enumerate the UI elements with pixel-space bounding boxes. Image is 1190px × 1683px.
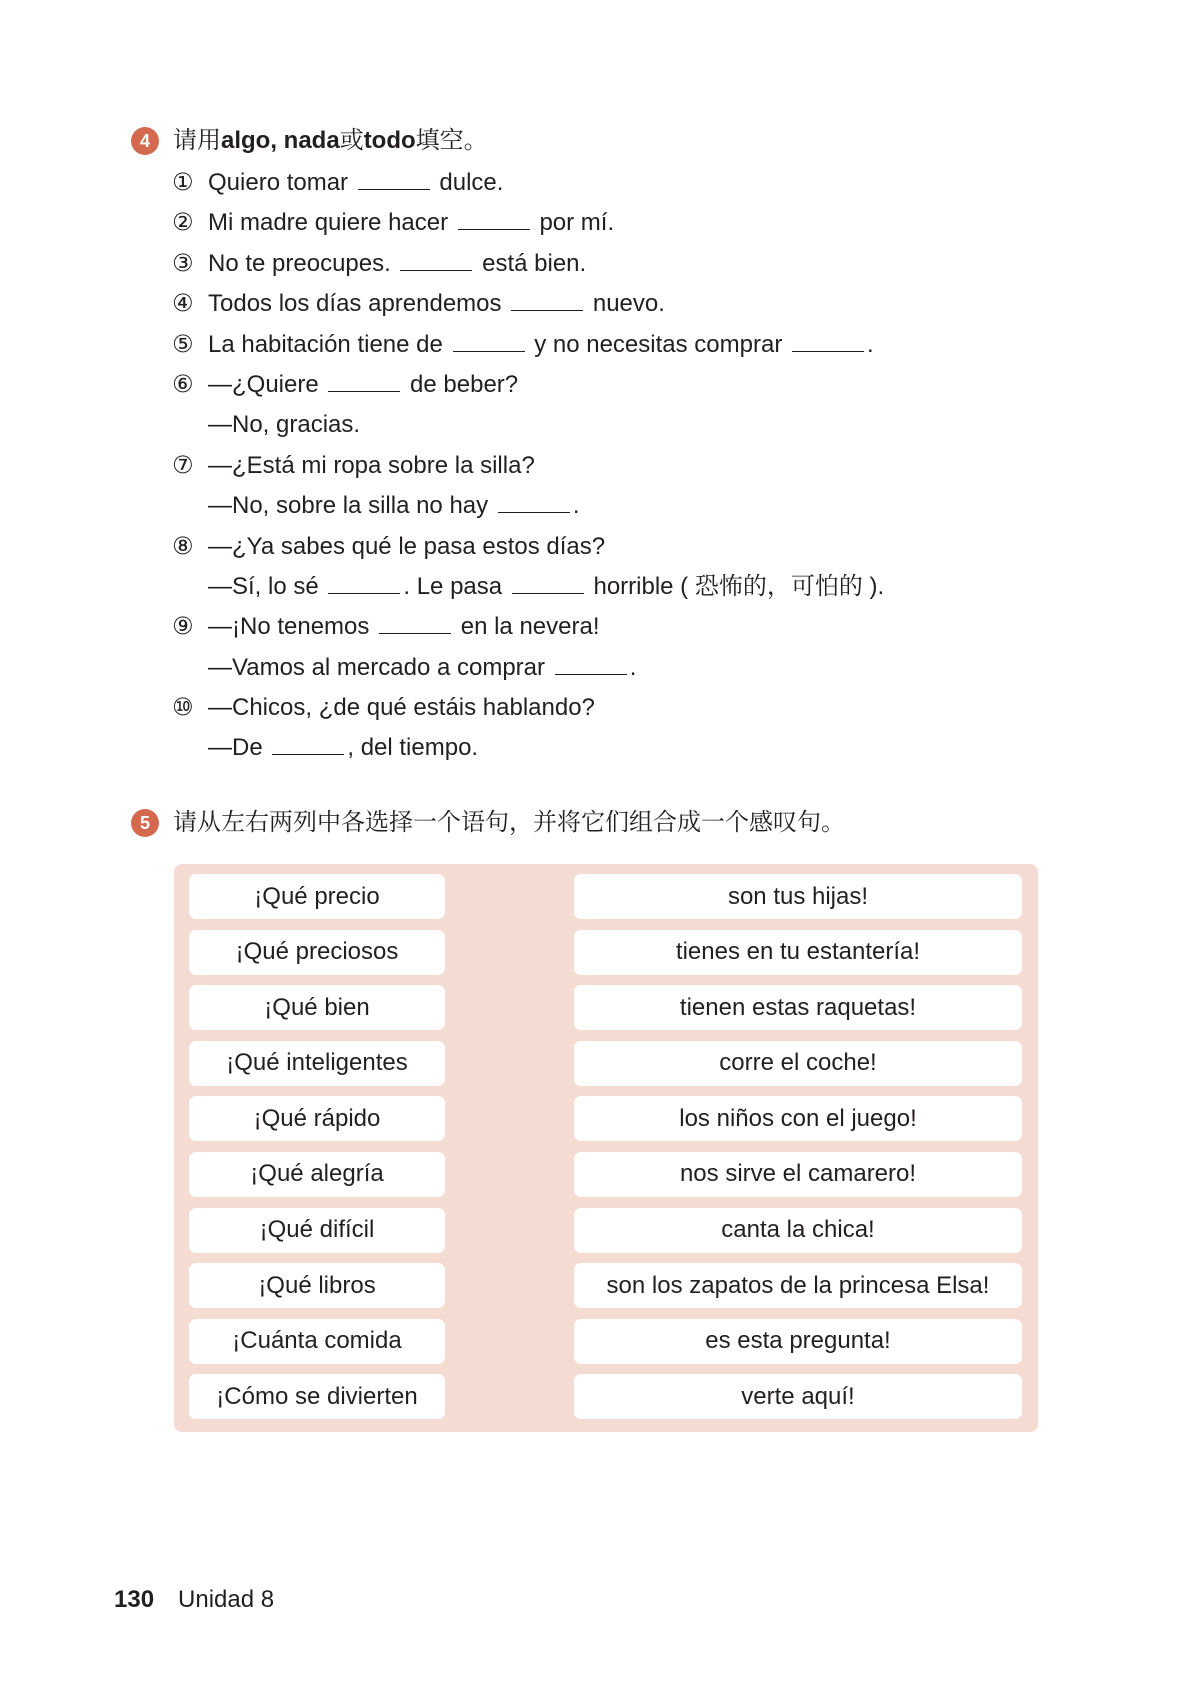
section-5-badge: 5 xyxy=(131,809,159,837)
exercise-text xyxy=(208,203,614,243)
exercise-number: ① xyxy=(172,169,194,196)
exercise-fragment: en la nevera! xyxy=(454,613,600,641)
exercise-text xyxy=(208,244,586,284)
right-phrase-box[interactable]: es esta pregunta! xyxy=(574,1319,1022,1364)
exercise-fragment: , del tiempo. xyxy=(347,734,479,762)
exercise-indent xyxy=(172,486,208,526)
page-number: 130 xyxy=(114,1586,155,1613)
left-phrase-box[interactable]: ¡Qué inteligentes xyxy=(189,1041,445,1086)
exercise-line xyxy=(172,688,884,728)
answer-blank[interactable] xyxy=(400,248,472,271)
exercise-fragment: nuevo. xyxy=(586,290,665,318)
unit-label: Unidad 8 xyxy=(178,1586,275,1613)
answer-blank[interactable] xyxy=(328,369,400,392)
exercise-fragment: La habitación tiene de xyxy=(208,330,450,358)
answer-blank[interactable] xyxy=(511,288,583,311)
exercise-text xyxy=(208,527,605,567)
matching-panel xyxy=(174,864,1038,1432)
section-4-heading xyxy=(131,126,488,156)
left-phrase-box[interactable]: ¡Cómo se divierten xyxy=(189,1374,445,1419)
answer-blank[interactable] xyxy=(792,329,864,352)
exercise-number: ④ xyxy=(172,290,194,318)
answer-blank[interactable] xyxy=(555,652,627,675)
left-phrase-box[interactable]: ¡Qué difícil xyxy=(189,1208,445,1253)
exercise-number: ⑤ xyxy=(172,330,194,358)
exercise-number: ⑨ xyxy=(172,613,194,641)
exercise-line xyxy=(172,163,884,203)
exercise-line xyxy=(172,446,884,486)
answer-blank[interactable] xyxy=(272,732,344,755)
exercise-text xyxy=(208,325,874,365)
exercise-fragment: —Vamos al mercado a comprar xyxy=(208,653,552,681)
exercise-text xyxy=(208,607,600,647)
exercise-text xyxy=(208,163,503,203)
right-phrase-box[interactable]: son tus hijas! xyxy=(574,874,1022,919)
exercise-fragment: . xyxy=(629,653,637,681)
exercise-indent xyxy=(172,405,208,445)
exercise-text xyxy=(208,446,535,486)
exercise-fragment: y no necesitas comprar xyxy=(527,330,789,358)
exercise-line xyxy=(172,365,884,405)
right-phrase-box[interactable]: nos sirve el camarero! xyxy=(574,1152,1022,1197)
left-phrase-box[interactable]: ¡Qué libros xyxy=(189,1263,445,1308)
exercise-number: ⑧ xyxy=(172,532,194,560)
exercise-text xyxy=(208,688,595,728)
exercise-fragment: —No, sobre la silla no hay xyxy=(208,492,495,520)
section-5-title: 请从左右两列中各选择一个语句，并将它们组合成一个感叹句。 xyxy=(173,809,845,836)
exercise-fragment: horrible ( 恐怖的，可怕的 ). xyxy=(586,572,885,600)
exercise-text xyxy=(208,365,518,405)
exercise-fragment: . xyxy=(572,492,580,520)
left-phrase-box[interactable]: ¡Qué preciosos xyxy=(189,930,445,975)
exercise-line xyxy=(172,527,884,567)
exercise-fragment: . xyxy=(866,330,874,358)
exercise-line xyxy=(172,728,884,768)
exercise-number: ② xyxy=(172,209,194,237)
answer-blank[interactable] xyxy=(453,329,525,352)
exercise-line xyxy=(172,567,884,607)
answer-blank[interactable] xyxy=(379,611,451,634)
exercise-line xyxy=(172,648,884,688)
left-column xyxy=(189,874,445,1430)
exercise-line xyxy=(172,244,884,284)
exercise-number: ⑦ xyxy=(172,451,194,479)
exercise-line xyxy=(172,284,884,324)
exercise-number: ⑥ xyxy=(172,370,194,398)
exercise-indent xyxy=(172,567,208,607)
exercise-line xyxy=(172,405,884,445)
section-4-title: 请用algo, nada或todo填空。 xyxy=(173,127,488,154)
section-4-badge: 4 xyxy=(131,127,159,155)
exercise-number: ⑩ xyxy=(172,694,194,722)
right-column xyxy=(574,874,1022,1430)
exercise-fragment: —¡No tenemos xyxy=(208,613,377,641)
exercise-list xyxy=(172,163,884,769)
answer-blank[interactable] xyxy=(328,571,400,594)
exercise-fragment: dulce. xyxy=(432,169,504,196)
exercise-line xyxy=(172,607,884,647)
right-phrase-box[interactable]: tienes en tu estantería! xyxy=(574,930,1022,975)
right-phrase-box[interactable]: tienen estas raquetas! xyxy=(574,985,1022,1030)
exercise-text xyxy=(208,728,478,768)
right-phrase-box[interactable]: son los zapatos de la princesa Elsa! xyxy=(574,1263,1022,1308)
answer-blank[interactable] xyxy=(512,571,584,594)
left-phrase-box[interactable]: ¡Qué bien xyxy=(189,985,445,1030)
exercise-fragment: —No, gracias. xyxy=(208,411,361,439)
exercise-fragment: está bien. xyxy=(475,249,587,277)
exercise-fragment: —¿Quiere xyxy=(208,370,326,398)
exercise-text xyxy=(208,284,665,324)
answer-blank[interactable] xyxy=(358,167,430,190)
exercise-fragment: de beber? xyxy=(403,370,519,398)
exercise-fragment: Todos los días aprendemos xyxy=(208,290,509,318)
exercise-fragment: No te preocupes. xyxy=(208,249,398,277)
exercise-line xyxy=(172,203,884,243)
exercise-fragment: Quiero tomar xyxy=(208,169,355,196)
exercise-fragment: —¿Está mi ropa sobre la silla? xyxy=(208,451,535,479)
exercise-line xyxy=(172,325,884,365)
answer-blank[interactable] xyxy=(458,207,530,230)
exercise-text xyxy=(208,648,636,688)
exercise-fragment: —Chicos, ¿de qué estáis hablando? xyxy=(208,694,595,722)
right-phrase-box[interactable]: los niños con el juego! xyxy=(574,1096,1022,1141)
exercise-number: ③ xyxy=(172,249,194,277)
section-5-heading xyxy=(131,808,845,838)
exercise-fragment: —¿Ya sabes qué le pasa estos días? xyxy=(208,532,606,560)
exercise-text xyxy=(208,486,579,526)
exercise-fragment: —De xyxy=(208,734,270,762)
right-phrase-box[interactable]: verte aquí! xyxy=(574,1374,1022,1419)
exercise-fragment: . Le pasa xyxy=(403,572,509,600)
exercise-fragment: por mí. xyxy=(532,209,615,237)
left-phrase-box[interactable]: ¡Cuánta comida xyxy=(189,1319,445,1364)
left-phrase-box[interactable]: ¡Qué precio xyxy=(189,874,445,919)
right-phrase-box[interactable]: corre el coche! xyxy=(574,1041,1022,1086)
left-phrase-box[interactable]: ¡Qué rápido xyxy=(189,1096,445,1141)
exercise-indent xyxy=(172,728,208,768)
exercise-text xyxy=(208,567,884,607)
page-footer xyxy=(114,1586,274,1614)
left-phrase-box[interactable]: ¡Qué alegría xyxy=(189,1152,445,1197)
exercise-text xyxy=(208,405,360,445)
exercise-line xyxy=(172,486,884,526)
answer-blank[interactable] xyxy=(498,490,570,513)
right-phrase-box[interactable]: canta la chica! xyxy=(574,1208,1022,1253)
exercise-indent xyxy=(172,648,208,688)
exercise-fragment: Mi madre quiere hacer xyxy=(208,209,455,237)
exercise-fragment: —Sí, lo sé xyxy=(208,572,326,600)
